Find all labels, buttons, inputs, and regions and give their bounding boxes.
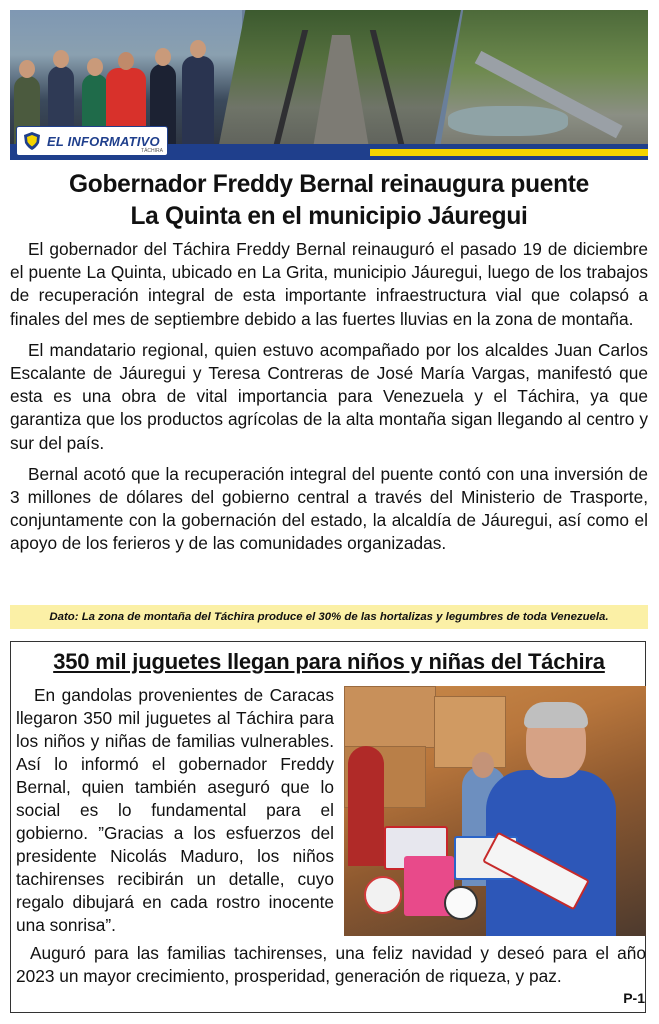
bridge-photo	[216, 10, 461, 160]
toy-box-stack	[344, 686, 436, 748]
toy-ball	[444, 886, 478, 920]
headline-line-2: La Quinta en el municipio Jáuregui	[130, 202, 528, 230]
logo-subtext: TÁCHIRA	[141, 148, 163, 154]
article2-body-left	[16, 684, 334, 937]
article1-paragraph: El gobernador del Táchira Freddy Bernal reinauguró el pasado 19 de diciembre el puente La Quinta, ubicado en La Grita, municipio Jáuregui, luego de los trabajos de recuperación integral de esta importante infraestructura vial que colapsó a finales del mes de septiembre debido a las fuertes lluvias en la zona de montaña.	[10, 239, 648, 329]
article1-body	[10, 238, 648, 564]
logo-text: EL INFORMATIVO	[47, 133, 160, 149]
bridge-deck	[311, 35, 371, 160]
headline-line-1: Gobernador Freddy Bernal reinaugura puente	[69, 170, 589, 198]
dato-callout: Dato: La zona de montaña del Táchira produce el 30% de las hortalizas y legumbres de toda Venezuela.	[10, 605, 648, 629]
bridge-aerial-photo	[438, 10, 648, 160]
article2-body-bottom	[16, 942, 646, 988]
governor-holding-toy	[486, 706, 616, 936]
header-stripe-yellow	[370, 149, 648, 156]
article1-paragraph: El mandatario regional, quien estuvo acompañado por los alcaldes Juan Carlos Escalante de Jáuregui y Teresa Contreras de José María Vargas, manifestó que esta es una obra de vital importancia para Venezuela y el Táchira, ya que garantiza que los productos agrícolas de la alta montaña sigan llegando al centro y sur del país.	[10, 339, 648, 453]
page-number: P-1	[623, 990, 645, 1006]
article2-paragraph: En gandolas provenientes de Caracas llegaron 350 mil juguetes al Táchira para los niños y niñas de familias vulnerables. Así lo informó el gobernador Freddy Bernal, quien también aseguró que lo social es lo fundamental para el gobierno. ”Gracias a los esfuerzos del presidente Nicolás Maduro, los niños tachirenses recibirán un detalle, cuyo regalo dibujará en cada rostro inocente una sonrisa”.	[16, 685, 334, 935]
toys-photo	[344, 686, 646, 936]
person-figure	[182, 56, 214, 146]
article2-headline: 350 mil juguetes llegan para niños y niñas del Táchira	[53, 649, 605, 674]
article1-headline	[16, 168, 641, 232]
el-informativo-logo	[16, 126, 168, 156]
shield-icon	[21, 130, 43, 152]
river	[448, 106, 568, 136]
article2-paragraph: Auguró para las familias tachirenses, una feliz navidad y deseó para el año 2023 un mayor crecimiento, prosperidad, generación de riqueza, y paz.	[16, 943, 646, 986]
toy-ball	[364, 876, 402, 914]
woman-figure	[348, 746, 384, 866]
header-banner	[10, 10, 648, 160]
article1-paragraph: Bernal acotó que la recuperación integral del puente contó con una inversión de 3 millones de dólares del gobierno central a través del Ministerio de Trasporte, conjuntamente con la gobernación del estado, la alcaldía de Jáuregui, así como el apoyo de los ferieros y de las comunidades organizadas.	[10, 463, 648, 554]
